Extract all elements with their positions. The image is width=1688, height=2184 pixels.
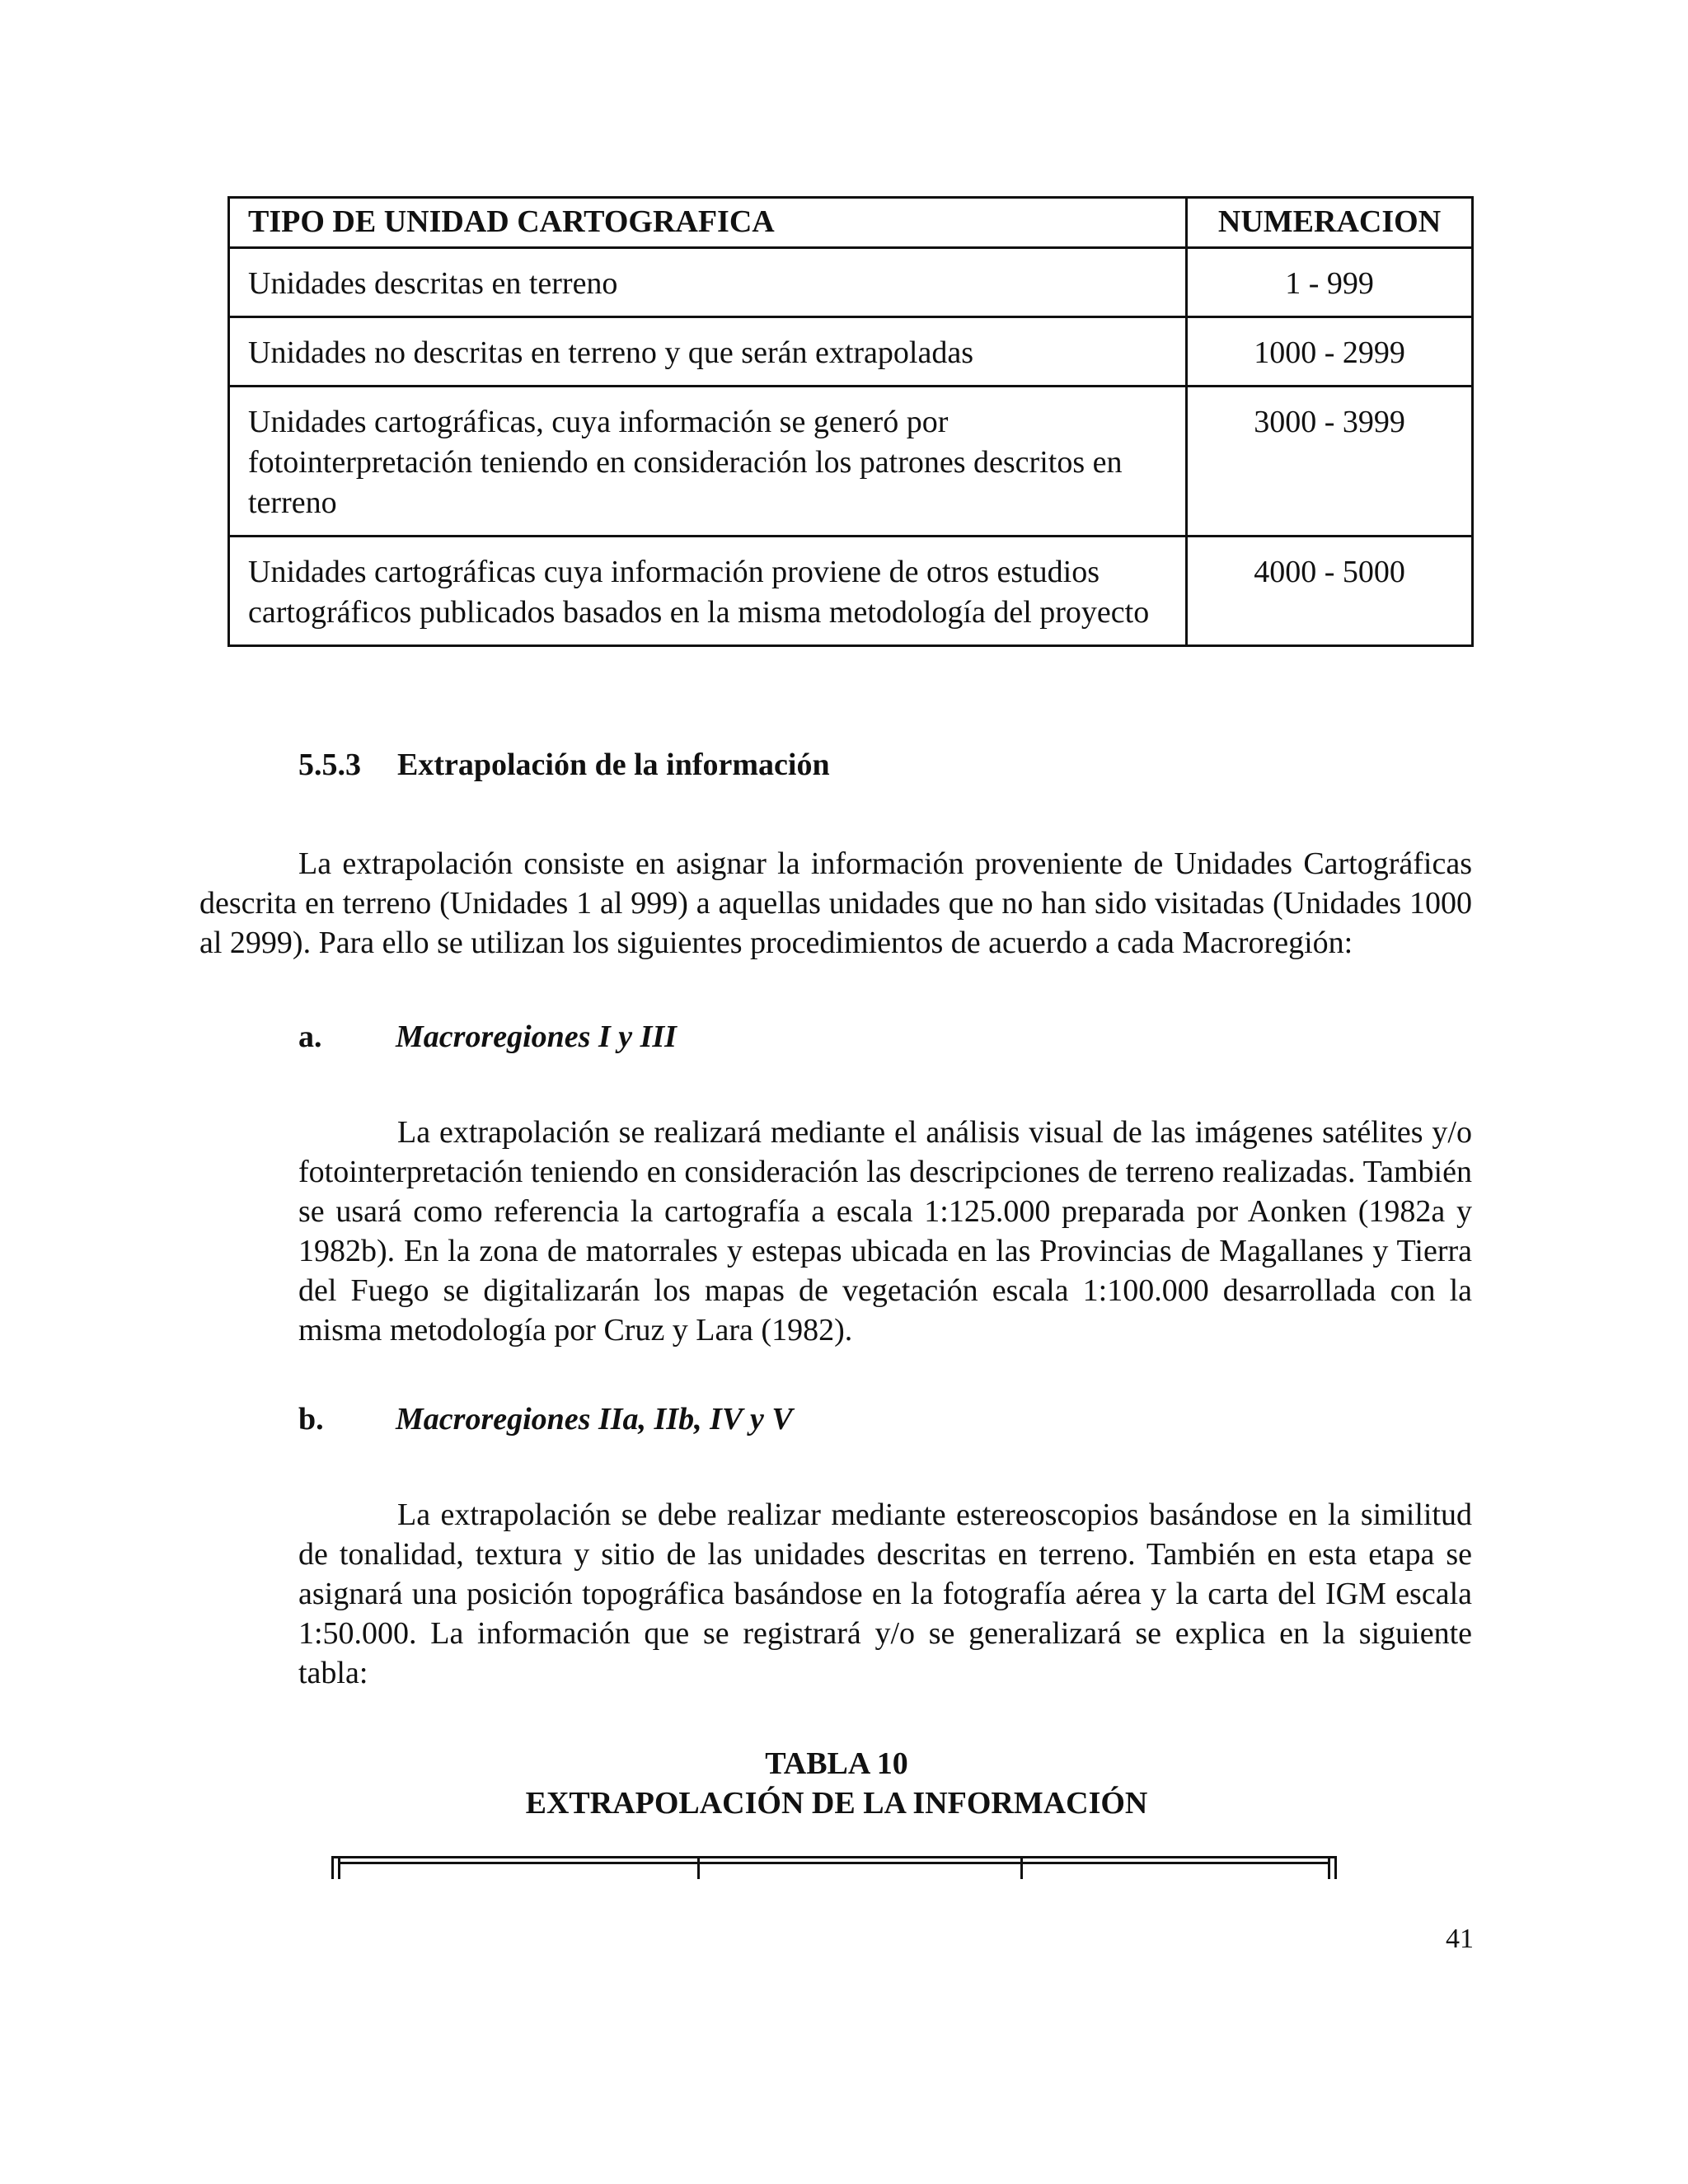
subsection-a-paragraph: La extrapolación se realizará mediante el análisis visual de las imágenes satélites y/o fotointerpretación teniendo en consideración las descripciones de terreno realizadas. También se usará como referencia la cartografía a escala 1:125.000 preparada por Aonken (1982a y 1982b). En la zona de matorrales y estepas ubicada en las Provincias de Magallanes y Tierra del Fuego se digitalizarán los mapas de vegetación escala 1:100.000 desarrollada con la misma metodología por Cruz y Lara (1982). bbox=[298, 1115, 1472, 1347]
table-10-left-inner-edge bbox=[338, 1856, 340, 1879]
subsection-b-title: Macroregiones IIa, IIb, IV y V bbox=[396, 1402, 793, 1436]
numeracion-cell: 3000 - 3999 bbox=[1187, 387, 1473, 537]
numeracion-cell: 1000 - 2999 bbox=[1187, 317, 1473, 387]
table-10-col-divider bbox=[1020, 1856, 1023, 1879]
subsection-a-letter: a. bbox=[298, 1019, 322, 1054]
subsection-b-heading bbox=[298, 1401, 793, 1437]
subsection-a-heading bbox=[298, 1019, 677, 1055]
header-numeracion: NUMERACION bbox=[1187, 198, 1473, 248]
table-10-left-edge bbox=[331, 1856, 334, 1879]
header-tipo: TIPO DE UNIDAD CARTOGRAFICA bbox=[229, 198, 1187, 248]
table-row bbox=[229, 317, 1473, 387]
tipo-cell: Unidades no descritas en terreno y que serán extrapoladas bbox=[229, 317, 1187, 387]
tipo-cell: Unidades cartográficas cuya información proviene de otros estudios cartográficos publicados basados en la misma metodología del proyecto bbox=[229, 537, 1187, 646]
section-title: Extrapolación de la información bbox=[397, 748, 830, 782]
intro-paragraph: La extrapolación consiste en asignar la información proveniente de Unidades Cartográficas descrita en terreno (Unidades 1 al 999) a aquellas unidades que no han sido visitadas (Unidades 1000 al 2999). Para ello se utilizan los siguientes procedimientos de acuerdo a cada Macroregión: bbox=[199, 846, 1472, 960]
table-10-title: EXTRAPOLACIÓN DE LA INFORMACIÓN bbox=[525, 1786, 1148, 1821]
table-10-outer-rule bbox=[331, 1856, 1337, 1858]
table-row bbox=[229, 387, 1473, 537]
table-10-col-divider bbox=[697, 1856, 700, 1879]
table-10-right-edge bbox=[1334, 1856, 1337, 1879]
subsection-b-paragraph: La extrapolación se debe realizar mediante estereoscopios basándose en la similitud de tonalidad, textura y sitio de las unidades descritas en terreno. También en esta etapa se asignará una posición topográfica basándose en la fotografía aérea y la carta del IGM escala 1:50.000. La información que se registrará y/o se generalizará se explica en la siguiente tabla: bbox=[298, 1497, 1472, 1690]
tipo-cell: Unidades cartográficas, cuya información se generó por fotointerpretación teniendo en consideración los patrones descritos en terreno bbox=[229, 387, 1187, 537]
page-number: 41 bbox=[1446, 1924, 1474, 1954]
table-10-top-border bbox=[331, 1856, 1337, 1881]
tipo-cell: Unidades descritas en terreno bbox=[229, 248, 1187, 317]
section-heading bbox=[298, 747, 830, 783]
unit-numbering-table bbox=[227, 196, 1474, 647]
table-header-row bbox=[229, 198, 1473, 248]
table-row bbox=[229, 537, 1473, 646]
table-10-right-inner-edge bbox=[1328, 1856, 1330, 1879]
table-10-label: TABLA 10 bbox=[765, 1746, 908, 1781]
subsection-a-title: Macroregiones I y III bbox=[396, 1019, 677, 1054]
subsection-b-letter: b. bbox=[298, 1402, 324, 1436]
numeracion-cell: 1 - 999 bbox=[1187, 248, 1473, 317]
table-row bbox=[229, 248, 1473, 317]
table-10-inner-rule bbox=[338, 1862, 1330, 1864]
numeracion-cell: 4000 - 5000 bbox=[1187, 537, 1473, 646]
section-number: 5.5.3 bbox=[298, 748, 361, 782]
